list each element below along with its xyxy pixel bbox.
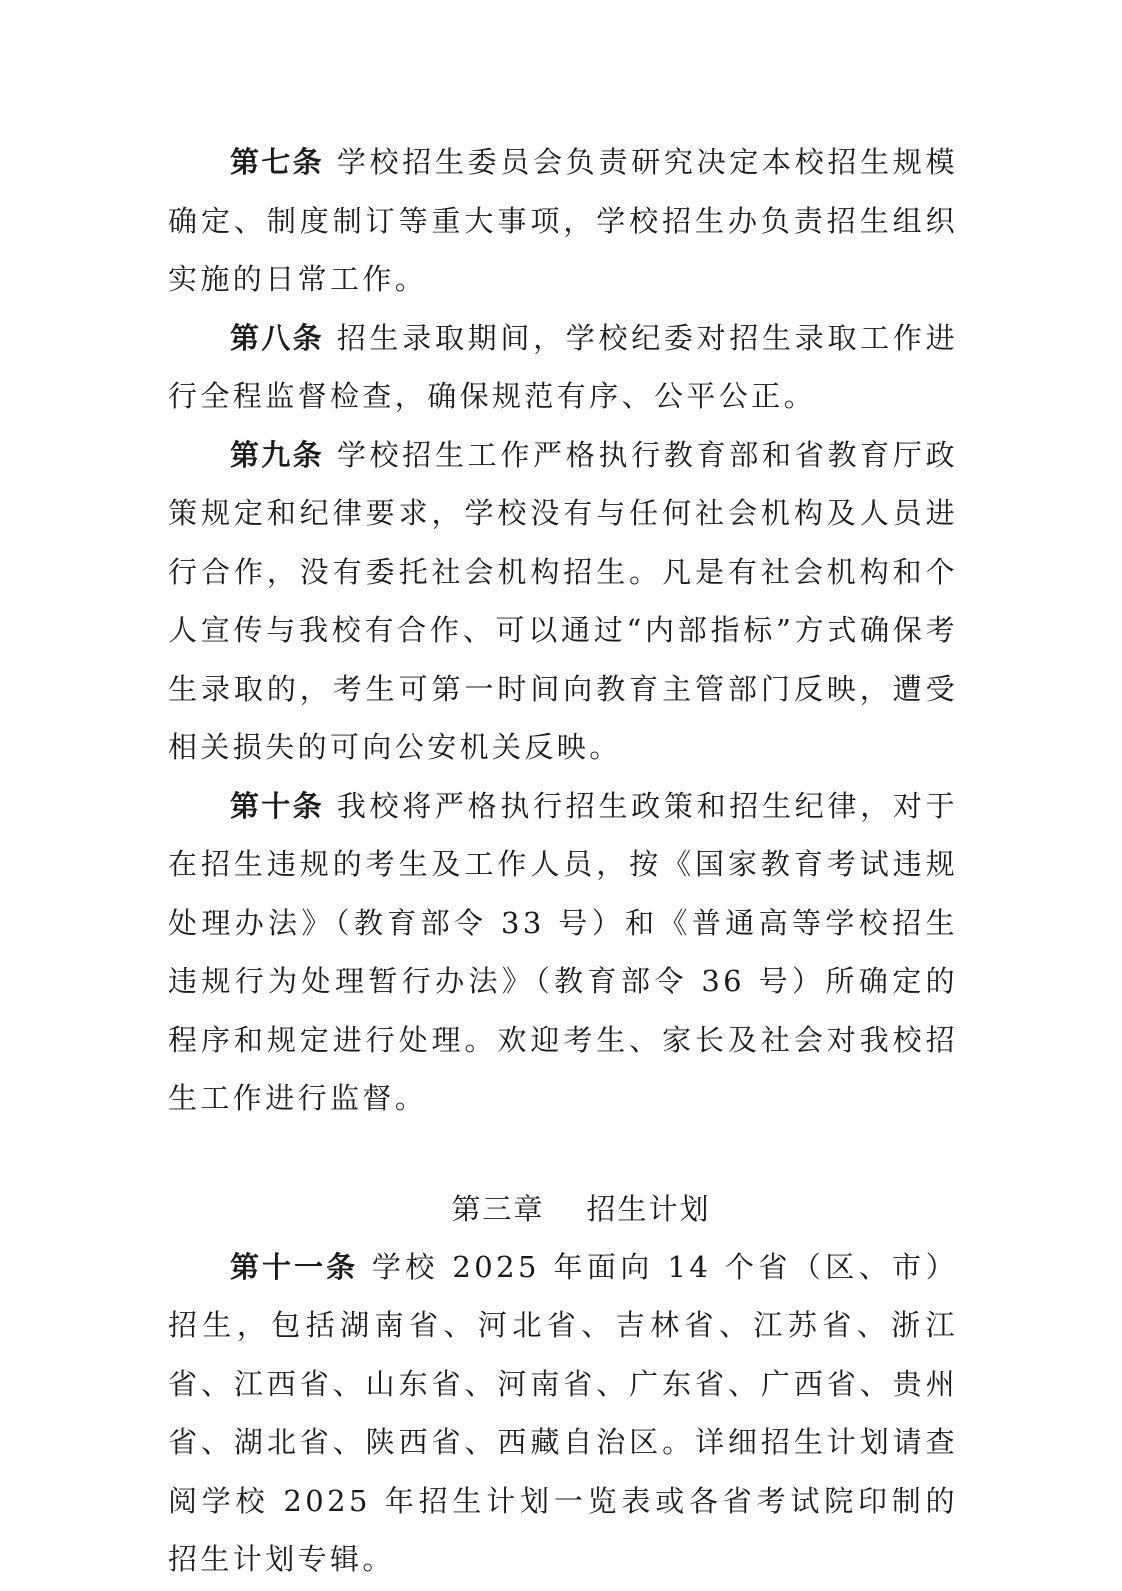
- article-10-label: 第十条: [230, 788, 324, 823]
- article-11-label: 第十一条: [230, 1249, 359, 1284]
- article-11-text: 学校 2025 年面向 14 个省（区、市）招生，包括湖南省、河北省、吉林省、江苏省、浙江省、江西省、山东省、河南省、广东省、广西省、贵州省、湖北省、陕西省、西藏自治区。详细招生计划请查阅学校 2025 年招生计划一览表或各省考试院印制的招生计划专辑。: [168, 1249, 958, 1576]
- chapter-spacer: [168, 1128, 958, 1180]
- article-10: [168, 777, 958, 1128]
- article-10-text: 我校将严格执行招生政策和招生纪律，对于在招生违规的考生及工作人员，按《国家教育考试违规处理办法》（教育部令 33 号）和《普通高等学校招生违规行为处理暂行办法》（教育部令 36 号）所确定的程序和规定进行处理。欢迎考生、家长及社会对我校招生工作进行监督。: [168, 788, 958, 1115]
- chapter-number: 第三章: [451, 1191, 545, 1226]
- chapter-heading: [168, 1180, 958, 1238]
- article-7: [168, 133, 958, 309]
- document-body: [168, 133, 958, 1589]
- article-9-text: 学校招生工作严格执行教育部和省教育厅政策规定和纪律要求，学校没有与任何社会机构及人员进行合作，没有委托社会机构招生。凡是有社会机构和个人宣传与我校有合作、可以通过“内部指标”方式确保考生录取的，考生可第一时间向教育主管部门反映，遭受相关损失的可向公安机关反映。: [168, 437, 958, 764]
- chapter-title: 招生计划: [586, 1191, 711, 1226]
- article-9: [168, 426, 958, 777]
- article-7-label: 第七条: [230, 145, 324, 179]
- article-8-text: 招生录取期间，学校纪委对招生录取工作进行全程监督检查，确保规范有序、公平公正。: [168, 320, 958, 413]
- article-11: [168, 1238, 958, 1589]
- article-7-text: 学校招生委员会负责研究决定本校招生规模确定、制度制订等重大事项，学校招生办负责招生组织实施的日常工作。: [168, 145, 958, 296]
- article-9-label: 第九条: [230, 437, 324, 472]
- article-8-label: 第八条: [230, 320, 324, 355]
- article-8: [168, 309, 958, 426]
